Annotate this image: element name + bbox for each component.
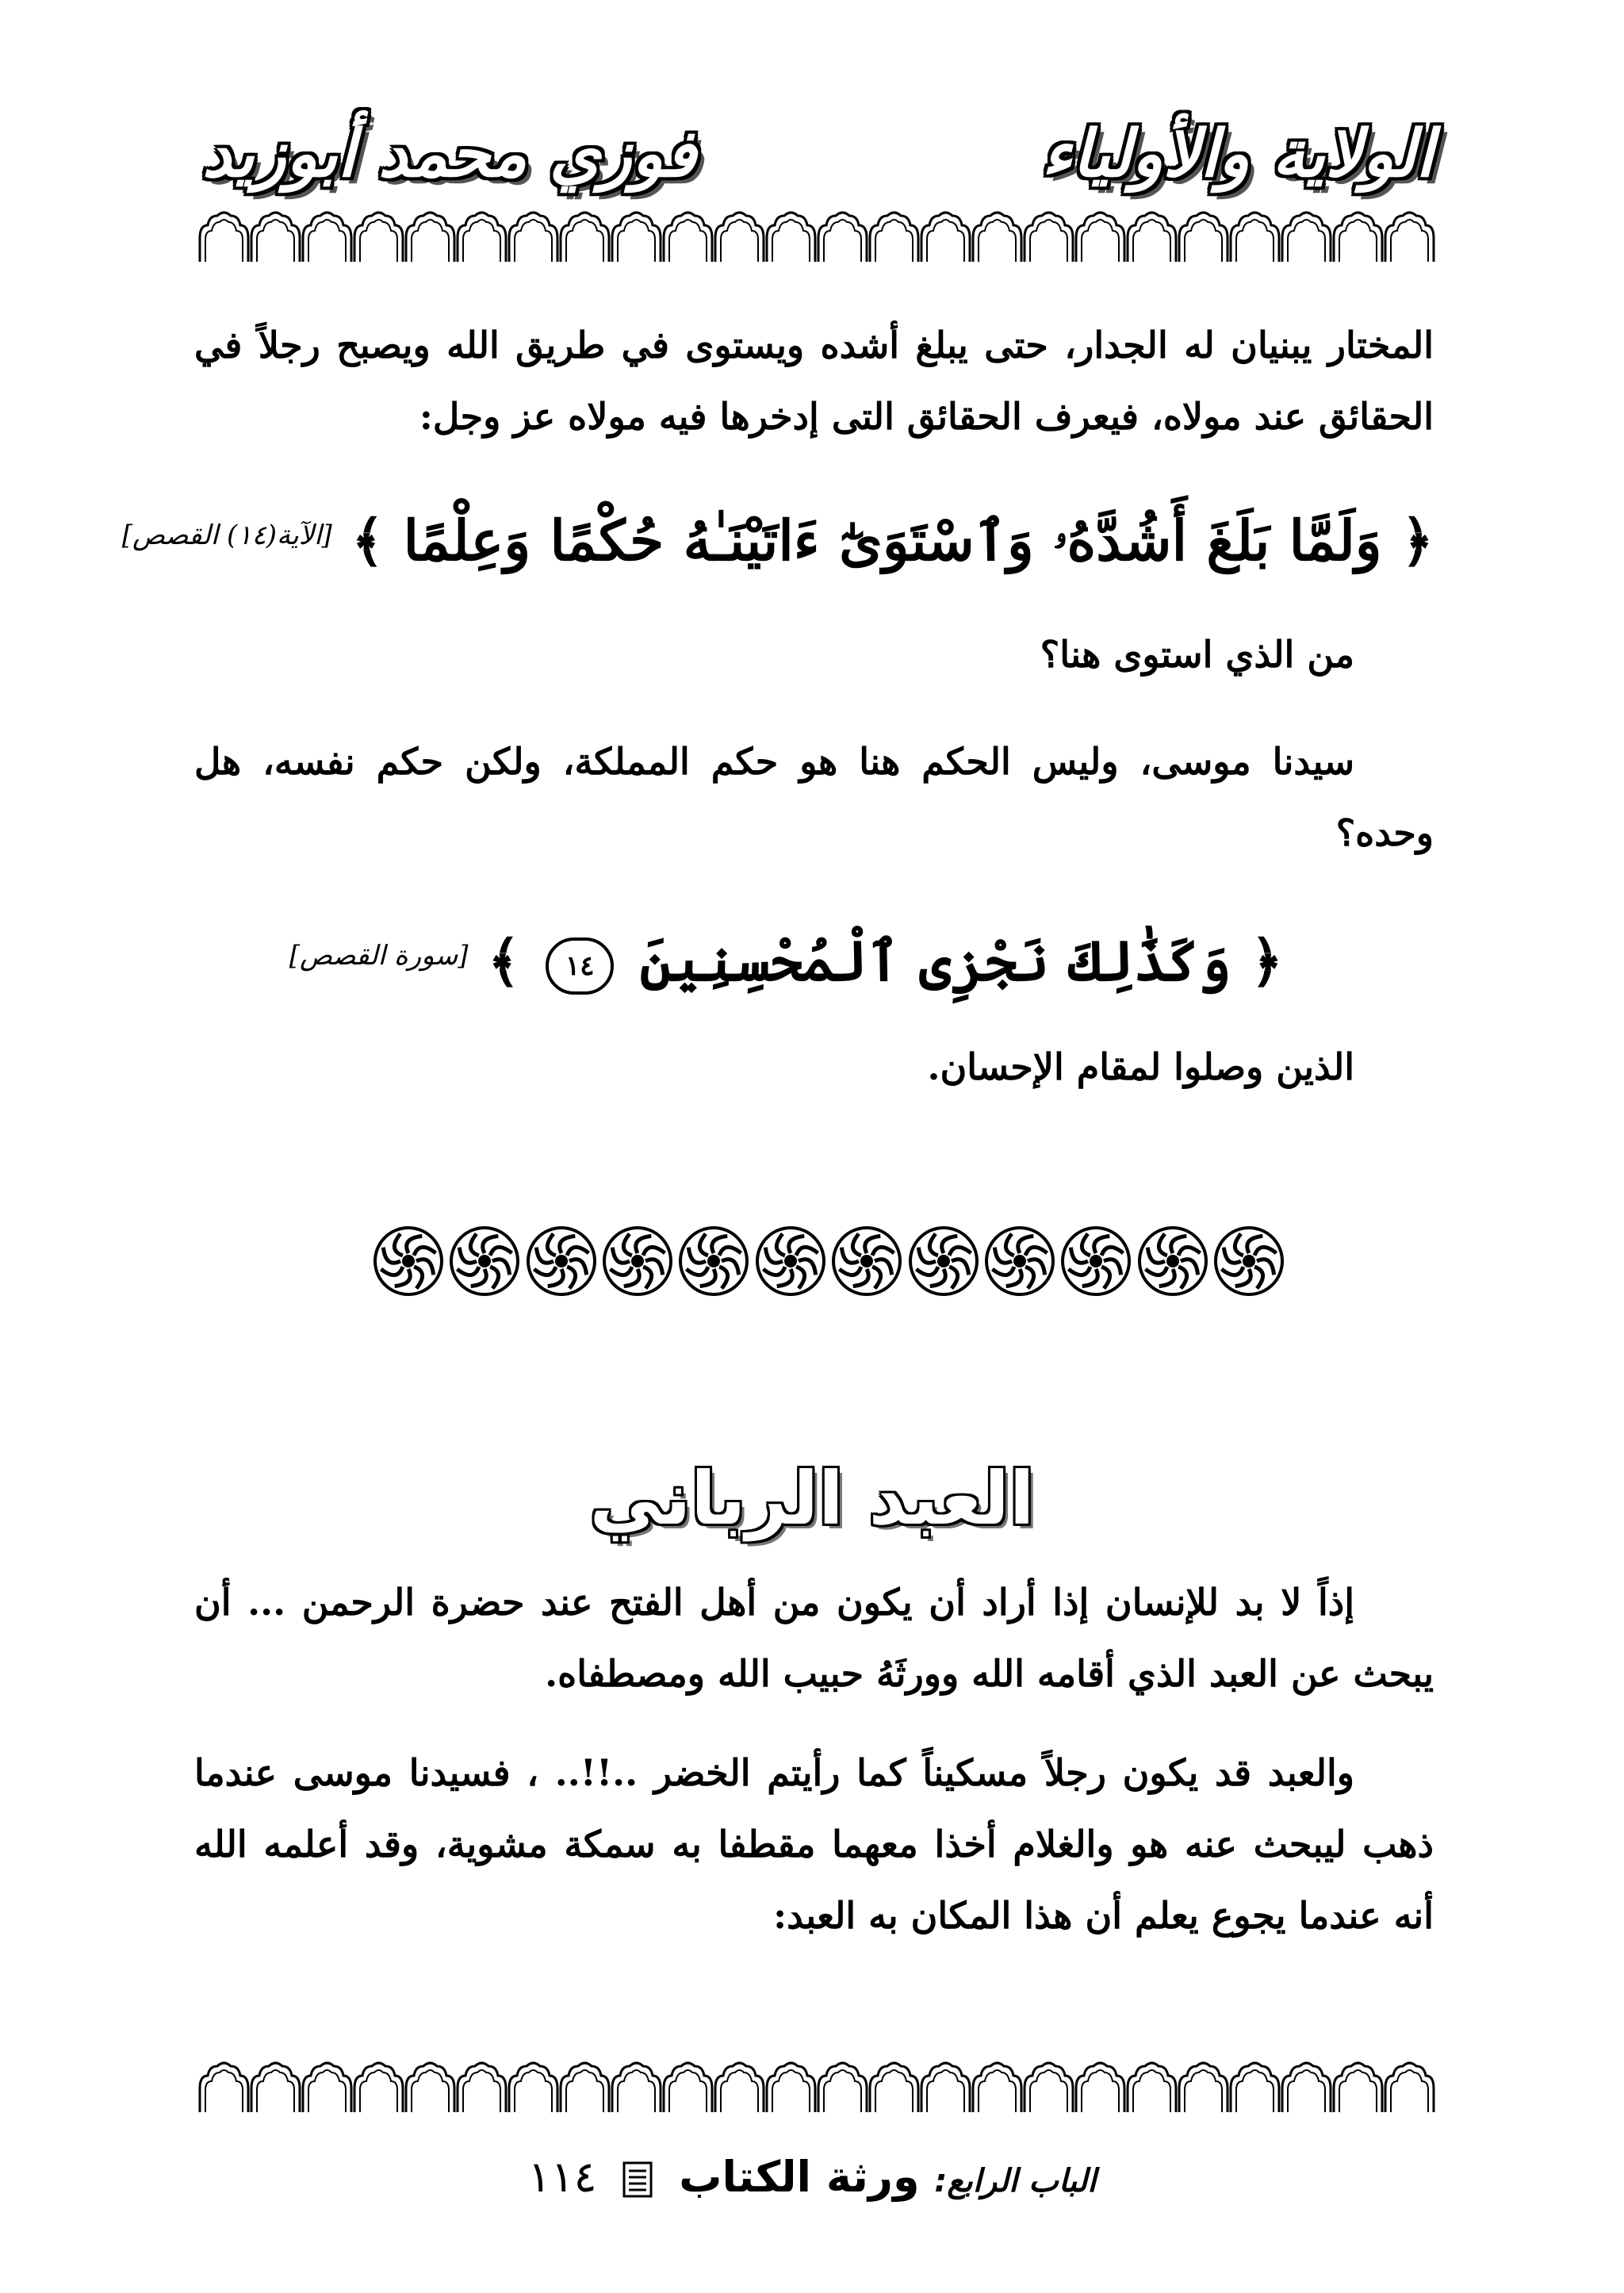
calligraphy-medallion-icon (602, 1225, 673, 1297)
calligraphy-medallion-icon (526, 1225, 597, 1297)
verse-1-reference: [الآية(١٤) القصص] (121, 520, 332, 551)
chapter-name: ورثة الكتاب (679, 2152, 920, 2202)
top-arch-border-icon (198, 208, 1435, 263)
bottom-arch-border-icon (198, 2058, 1435, 2114)
calligraphy-medallion-icon (755, 1225, 826, 1297)
page-number: ١١٤ (527, 2152, 597, 2202)
paragraph-2: من الذي استوى هنا؟ (1040, 633, 1354, 676)
paragraph-5: إذاً لا بد للإنسان إذا أراد أن يكون من أهل الفتح عند حضرة الرحمن ... أن يبحث عن العبد الذي أقامه الله وورثَهُ حبيب الله ومصطفاه. (194, 1581, 1434, 1695)
ayah-number-marker: ١٤ (546, 938, 614, 995)
paragraph-1: المختار يبنيان له الجدار، حتى يبلغ أشده ويستوى في طريق الله ويصبح رجلاً في الحقائق عند مولاه، فيعرف الحقائق التى إدخرها فيه مولاه عز وجل: (194, 324, 1434, 438)
document-icon (622, 2161, 653, 2198)
author-name: فوزي محمد أبوزيد (202, 117, 697, 192)
calligraphy-medallion-icon (1213, 1225, 1285, 1297)
page-footer (0, 2142, 1624, 2217)
section-title: العبد الرباني (589, 1456, 1035, 1541)
chapter-label: الباب الرابع: (934, 2163, 1097, 2199)
calligraphy-medallion-icon (1137, 1225, 1208, 1297)
quran-verse-2 (289, 912, 1283, 1005)
calligraphy-medallion-icon (449, 1225, 520, 1297)
calligraphy-medallion-icon (984, 1225, 1055, 1297)
book-title: الولاية والأولياء (1041, 117, 1434, 192)
paragraph-3: سيدنا موسى، وليس الحكم هنا هو حكم المملكة، ولكن حكم نفسه، هل وحده؟ (194, 740, 1434, 854)
calligraphy-medallion-icon (373, 1225, 444, 1297)
verse-2-text: ﴿ وَكَذَٰلِكَ نَجْزِى ٱلْمُحْسِنِينَ (639, 928, 1283, 994)
verse-1-text: ﴿ وَلَمَّا بَلَغَ أَشُدَّهُۥ وَٱسْتَوَىٰٓ ءَاتَيْنَـٰهُ حُكْمًا وَعِلْمًا ﴾ (351, 508, 1434, 573)
verse-2-close-bracket: ﴾ (487, 928, 520, 994)
verse-2-reference: [سورة القصص] (289, 940, 469, 972)
calligraphy-medallion-icon (831, 1225, 902, 1297)
paragraph-6: والعبد قد يكون رجلاً مسكيناً كما رأيتم الخضر ..!!.. ، فسيدنا موسى عندما ذهب ليبحث عنه هو والغلام أخذا معهما مقطفا به سمكة مشوية، وقد أعلمه الله أنه عندما يجوع يعلم أن هذا المكان به العبد: (194, 1751, 1434, 1937)
calligraphy-medallion-icon (908, 1225, 979, 1297)
calligraphy-medallion-icon (1060, 1225, 1132, 1297)
quran-verse-1 (122, 492, 1434, 585)
paragraph-4: الذين وصلوا لمقام الإحسان. (927, 1045, 1354, 1088)
calligraphy-medallion-icon (678, 1225, 749, 1297)
ornament-divider (373, 1217, 1285, 1305)
